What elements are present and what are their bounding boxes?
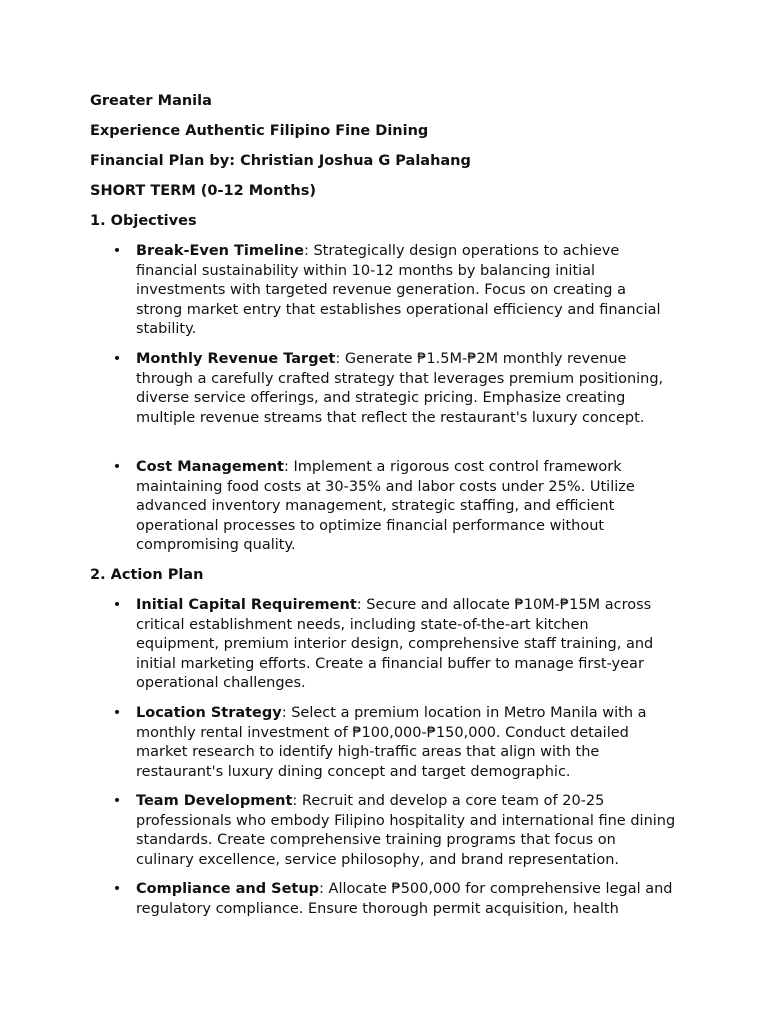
item-body: : Allocate ₱500,000 for comprehensive legal and regulatory compliance. Ensure thorough permit acquisition, health [136, 881, 673, 917]
item-body: : Generate ₱1.5M-₱2M monthly revenue through a carefully crafted strategy that leverages premium positioning, diverse service offerings, and strategic pricing. Emphasize creating multiple revenue streams that reflect the restaurant's luxury concept. [136, 351, 664, 426]
list-item [112, 596, 676, 694]
bullet-icon: • [112, 597, 122, 613]
author-line: Financial Plan by: Christian Joshua G Palahang [90, 153, 471, 169]
tagline-heading: Experience Authentic Filipino Fine Dining [90, 123, 429, 139]
term-heading: SHORT TERM (0-12 Months) [90, 183, 316, 199]
item-term: Monthly Revenue Target [136, 351, 336, 367]
list-item-text [136, 458, 676, 556]
list-item [112, 458, 676, 556]
item-term: Compliance and Setup [136, 881, 320, 897]
list-item [112, 792, 676, 870]
bullet-icon: • [112, 351, 122, 367]
list-item-text [136, 704, 676, 782]
item-body: : Implement a rigorous cost control framework maintaining food costs at 30-35% and labor costs under 25%. Utilize advanced inventory management, strategic staffing, and efficient operational processes to optimize financial performance without compromising quality. [136, 459, 635, 554]
item-body: : Select a premium location in Metro Manila with a monthly rental investment of ₱100,000-₱150,000. Conduct detailed market research to identify high-traffic areas that align with the restaurant's luxury dining concept and target demographic. [136, 705, 647, 780]
item-body: : Strategically design operations to achieve financial sustainability within 10-12 months by balancing initial investments with targeted revenue generation. Focus on creating a strong market entry that establishes operational efficiency and financial stability. [136, 243, 661, 338]
list-item-text [136, 596, 676, 694]
list-item [112, 350, 676, 428]
region-heading: Greater Manila [90, 93, 212, 109]
list-item-text [136, 350, 676, 428]
bullet-icon: • [112, 881, 122, 897]
bullet-icon: • [112, 243, 122, 259]
item-term: Team Development [136, 793, 293, 809]
list-item-text [136, 242, 676, 340]
bullet-icon: • [112, 459, 122, 475]
list-item-text [136, 880, 676, 919]
objectives-heading: 1. Objectives [90, 213, 197, 229]
bullet-icon: • [112, 793, 122, 809]
list-item-text [136, 792, 676, 870]
item-body: : Secure and allocate ₱10M-₱15M across critical establishment needs, including state-of-the-art kitchen equipment, premium interior design, comprehensive staff training, and initial marketing efforts. Create a financial buffer to manage first-year operational challenges. [136, 597, 654, 692]
item-term: Location Strategy [136, 705, 282, 721]
bullet-icon: • [112, 705, 122, 721]
action-plan-heading: 2. Action Plan [90, 567, 204, 583]
list-item [112, 704, 676, 782]
item-body: : Recruit and develop a core team of 20-25 professionals who embody Filipino hospitality and international fine dining standards. Create comprehensive training programs that focus on culinary excellence, service philosophy, and brand representation. [136, 793, 676, 868]
item-term: Initial Capital Requirement [136, 597, 357, 613]
list-item [112, 880, 676, 919]
item-term: Break-Even Timeline [136, 243, 304, 259]
list-item [112, 242, 676, 340]
item-term: Cost Management [136, 459, 284, 475]
